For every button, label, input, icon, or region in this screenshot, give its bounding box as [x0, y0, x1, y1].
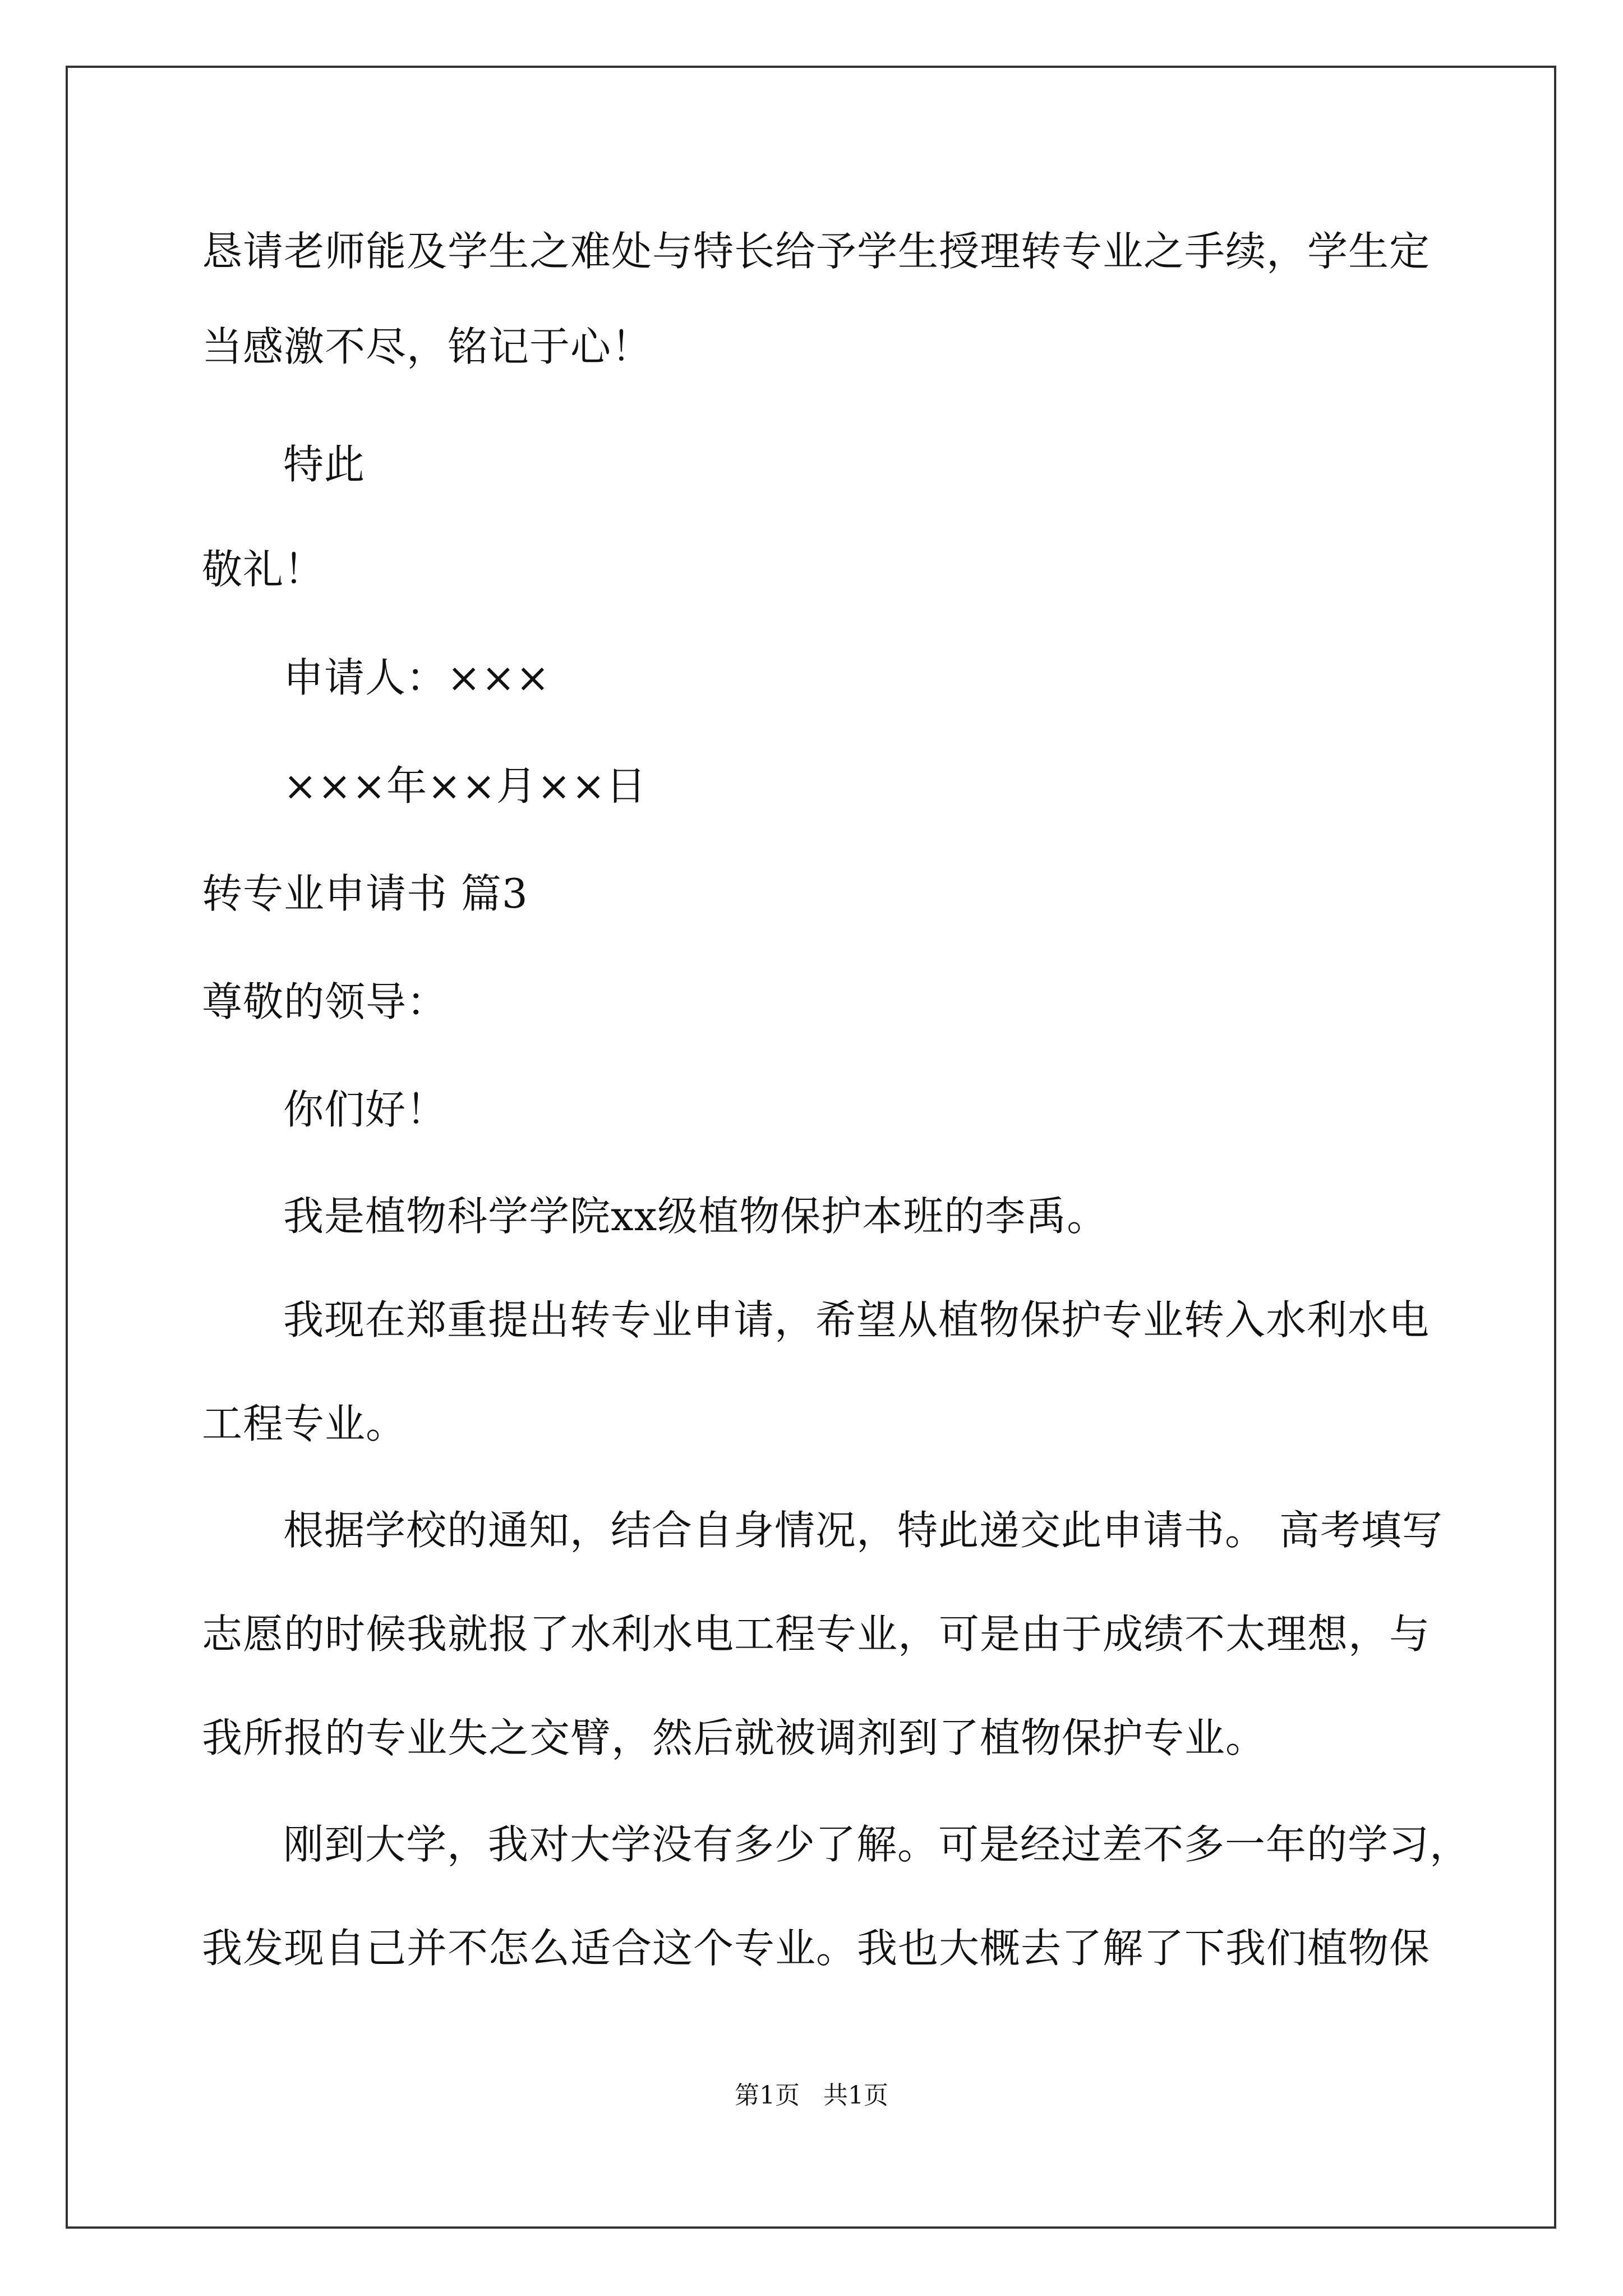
body-text-line: 我发现自己并不怎么适合这个专业。我也大概去了解了下我们植物保 [202, 1925, 1431, 1972]
page-footer: 第1页 共1页 [735, 2081, 888, 2110]
page-border [66, 66, 1556, 2229]
greeting-recipient: 尊敬的领导： [202, 978, 448, 1025]
body-text-line: 工程专业。 [202, 1400, 407, 1447]
section-heading: 转专业申请书 篇3 [202, 870, 528, 917]
body-text-line: 根据学校的通知，结合自身情况，特此递交此申请书。 高考填写 [283, 1507, 1443, 1554]
date-line: ×××年××月××日 [283, 762, 647, 809]
body-text-line: 我所报的专业失之交臂，然后就被调剂到了植物保护专业。 [202, 1714, 1267, 1761]
applicant-signature: 申请人：××× [283, 654, 550, 701]
body-text-line: 恳请老师能及学生之难处与特长给予学生授理转专业之手续，学生定 [202, 228, 1431, 275]
body-text-line: 当感激不尽，铭记于心！ [202, 323, 653, 370]
body-text-line: 我是植物科学学院xx级植物保护本班的李禹。 [283, 1193, 1108, 1240]
body-text-line: 志愿的时候我就报了水利水电工程专业，可是由于成绩不太理想，与 [202, 1611, 1431, 1658]
salutation-line: 敬礼！ [202, 546, 325, 593]
body-text-line: 我现在郑重提出转专业申请，希望从植物保护专业转入水利水电 [283, 1296, 1430, 1343]
closing-phrase: 特此 [283, 441, 366, 488]
greeting-line: 你们好！ [283, 1086, 448, 1133]
body-text-line: 刚到大学，我对大学没有多少了解。可是经过差不多一年的学习， [283, 1821, 1471, 1868]
